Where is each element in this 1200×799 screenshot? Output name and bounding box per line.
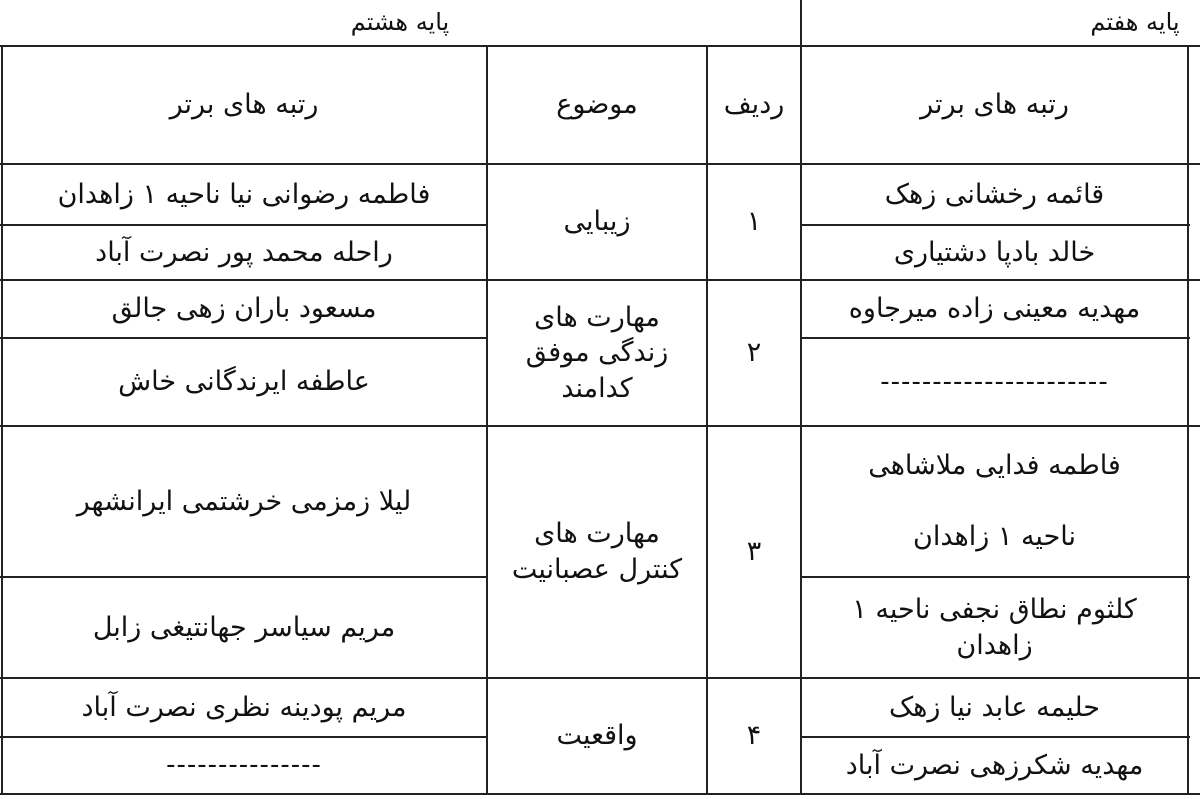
grid-line [1187,45,1189,795]
grade8-header: پایه هشتم [350,8,450,37]
grade7-winner: خالد بادپا دشتیاری [893,236,1096,268]
grade8-winner: لیلا زمزمی خرشتمی ایرانشهر [76,485,412,517]
row-number: ۴ [746,720,762,752]
grade8-winner: مریم پودینه نظری نصرت آباد [81,691,407,723]
grade8-winner: مسعود باران زهی جالق [111,293,377,325]
grade7-winner: حلیمه عابد نیا زهک [889,691,1100,723]
column-header-top-ranks-7: رتبه های برتر [920,89,1069,121]
subject-cell: زیبایی [563,206,631,238]
grade8-winner: فاطمه رضوانی نیا ناحیه ۱ زاهدان [57,178,431,210]
subject-cell: مهارت های کنترل عصبانیت [511,518,683,585]
grade7-empty-placeholder: ---------------------- [880,366,1109,397]
grade7-winner: کلثوم نطاق نجفی ناحیه ۱ زاهدان [852,593,1137,661]
subject-cell: مهارت های زندگی موفق کدامند [525,301,669,404]
row-number: ۳ [746,536,762,568]
column-header-top-ranks-8: رتبه های برتر [169,89,319,121]
grid-line [0,793,1200,795]
grade7-winner: مهدیه معینی زاده میرجاوه [848,293,1141,325]
grade7-winner: قائمه رخشانی زهک [884,178,1105,210]
subject-cell: واقعیت [556,720,638,752]
grade7-winner: فاطمه فدایی ملاشاهی ناحیه ۱ زاهدان [868,450,1121,553]
grade7-header: پایه هفتم [1090,8,1180,37]
grade8-winner: راحله محمد پور نصرت آباد [95,236,393,268]
grade7-winner: مهدیه شکرزهی نصرت آباد [845,749,1144,781]
column-header-row-number: ردیف [723,89,785,121]
grade8-winner: مریم سیاسر جهانتیغی زابل [92,611,396,643]
row-number: ۱ [746,206,762,238]
column-header-subject: موضوع [556,89,638,121]
grade8-empty-placeholder: --------------- [166,750,322,781]
row-number: ۲ [746,337,762,369]
grade8-winner: عاطفه ایرندگانی خاش [118,366,370,398]
